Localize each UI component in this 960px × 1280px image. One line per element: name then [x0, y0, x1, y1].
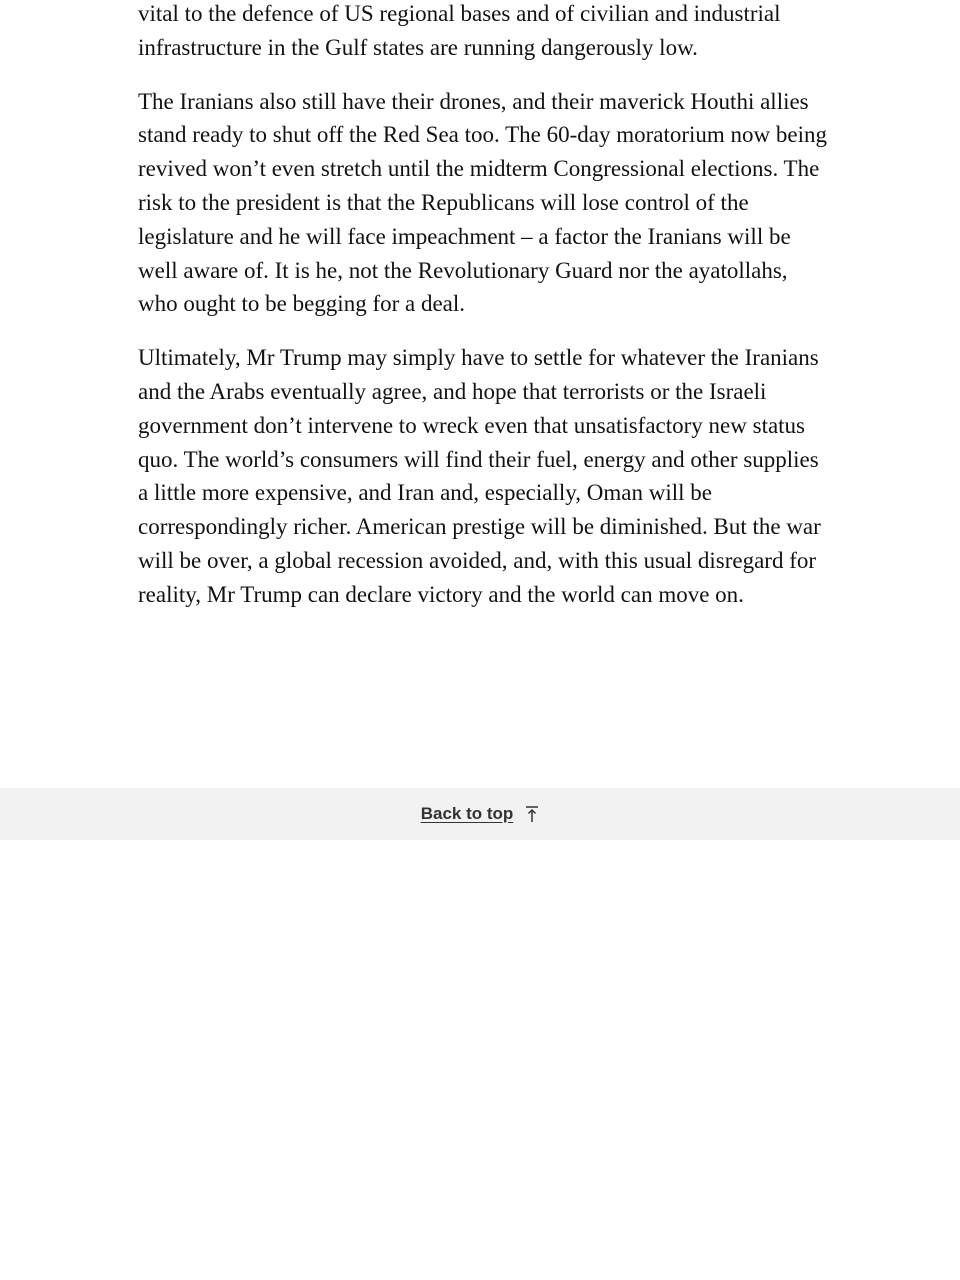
back-to-top-label: Back to top [420, 804, 514, 823]
article-paragraph: vital to the defence of US regional bases and of civilian and industrial infrastructure in the Gulf states are running dangerously low. [138, 1, 781, 60]
article-paragraph: The Iranians also still have their drones, and their maverick Houthi allies stand ready to shut off the Red Sea too. The 60-day moratorium now being revived won’t even stretch until the midterm Congressional elections. The risk to the president is that the Republicans will lose control of the legislature and he will face impeachment – a factor the Iranians will be well aware of. It is he, not the Revolutionary Guard nor the ayatollahs, who ought to be begging for a deal. [138, 88, 828, 317]
article-body [138, 0, 828, 632]
article-paragraph: Ultimately, Mr Trump may simply have to settle for whatever the Iranians and the Arabs eventually agree, and hope that terrorists or the Israeli government don’t intervene to wreck even that unsatisfactory new status quo. The world’s consumers will find their fuel, energy and other supplies a little more expensive, and Iran and, especially, Oman will be correspondingly richer. American prestige will be diminished. But the war will be over, a global recession avoided, and, with this usual disregard for reality, Mr Trump can declare victory and the world can move on. [138, 345, 821, 607]
back-to-top-link[interactable] [421, 804, 540, 824]
back-to-top-bar [0, 788, 960, 840]
arrow-up-to-line-icon [525, 805, 539, 823]
